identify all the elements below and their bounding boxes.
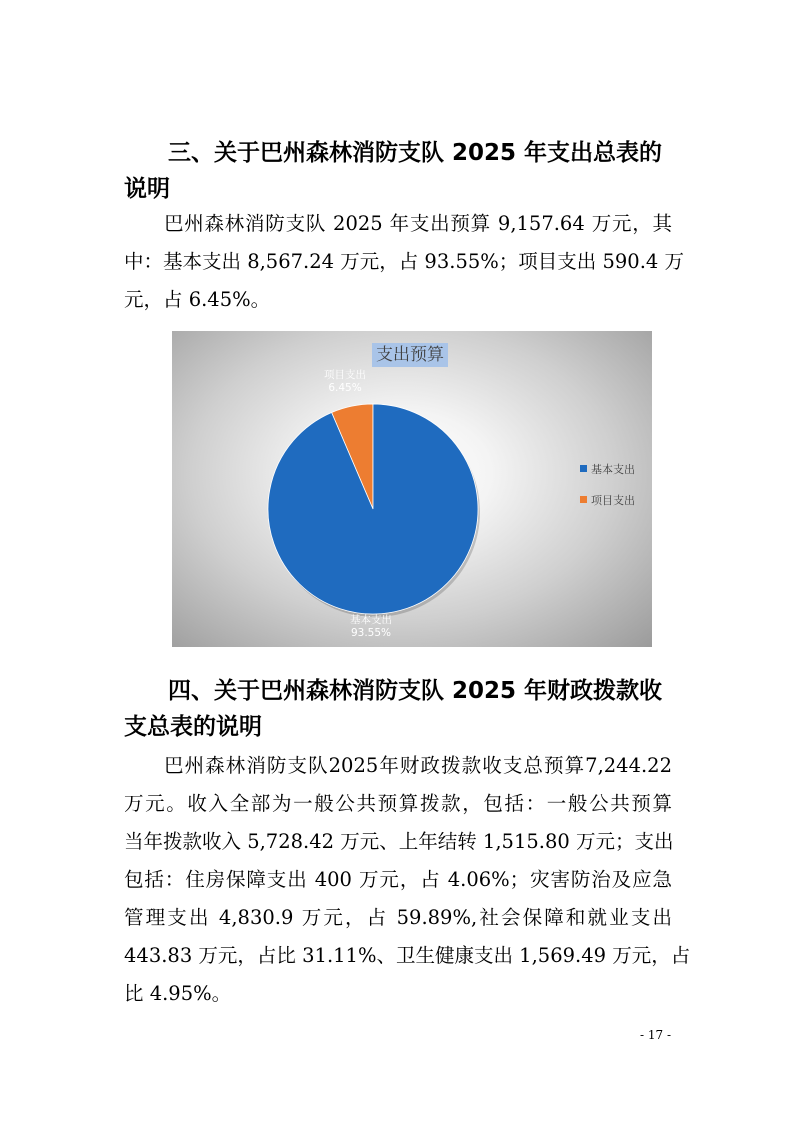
label-project-expense	[310, 369, 380, 395]
chart-title: 支出预算	[372, 343, 448, 367]
legend-swatch-basic	[580, 465, 587, 472]
section3-heading	[0, 131, 793, 203]
section4-heading-line1: 四、关于巴州森林消防支队 2025 年财政拨款收	[168, 678, 663, 704]
label-basic-expense-name: 基本支出	[350, 614, 392, 626]
section4-line-3: 当年拨款收入 5,728.42 万元、上年结转 1,515.80 万元；支出	[124, 830, 674, 853]
label-basic-expense	[336, 614, 406, 640]
section4-line-2: 万元。收入全部为一般公共预算拨款，包括：一般公共预算	[124, 792, 672, 815]
section4-line-6: 443.83 万元，占比 31.11%、卫生健康支出 1,569.49 万元，占	[124, 944, 691, 967]
section3-paragraph	[124, 205, 685, 319]
page-number: - 17 -	[640, 1028, 672, 1042]
section4-paragraph	[124, 747, 691, 1013]
label-basic-expense-value: 93.55%	[350, 627, 392, 639]
legend-label-project: 项目支出	[591, 494, 635, 507]
label-project-expense-name: 项目支出	[324, 369, 366, 381]
legend-label-basic: 基本支出	[591, 463, 635, 476]
pie-slice-basic-expense	[268, 404, 478, 614]
chart-legend	[580, 463, 635, 508]
legend-item-basic	[580, 463, 635, 477]
section3-line-1: 巴州森林消防支队 2025 年支出预算 9,157.64 万元，其	[164, 212, 672, 235]
legend-swatch-project	[580, 496, 587, 503]
legend-item-project	[580, 494, 635, 508]
section3-line-2: 中：基本支出 8,567.24 万元，占 93.55%；项目支出 590.4 万	[124, 250, 685, 273]
section3-line-3: 元，占 6.45%。	[124, 288, 271, 311]
label-project-expense-value: 6.45%	[328, 382, 362, 394]
section3-heading-line2: 说明	[124, 176, 170, 202]
section3-heading-line1: 三、关于巴州森林消防支队 2025 年支出总表的	[168, 140, 663, 166]
section4-line-5: 管理支出 4,830.9 万元，占 59.89%,社会保障和就业支出	[124, 906, 672, 929]
section4-heading	[0, 669, 793, 741]
section4-line-1: 巴州森林消防支队2025年财政拨款收支总预算7,244.22	[164, 754, 672, 777]
section4-line-4: 包括：住房保障支出 400 万元，占 4.06%；灾害防治及应急	[124, 868, 672, 891]
section4-line-7: 比 4.95%。	[124, 982, 232, 1005]
section4-heading-line2: 支总表的说明	[124, 714, 262, 740]
